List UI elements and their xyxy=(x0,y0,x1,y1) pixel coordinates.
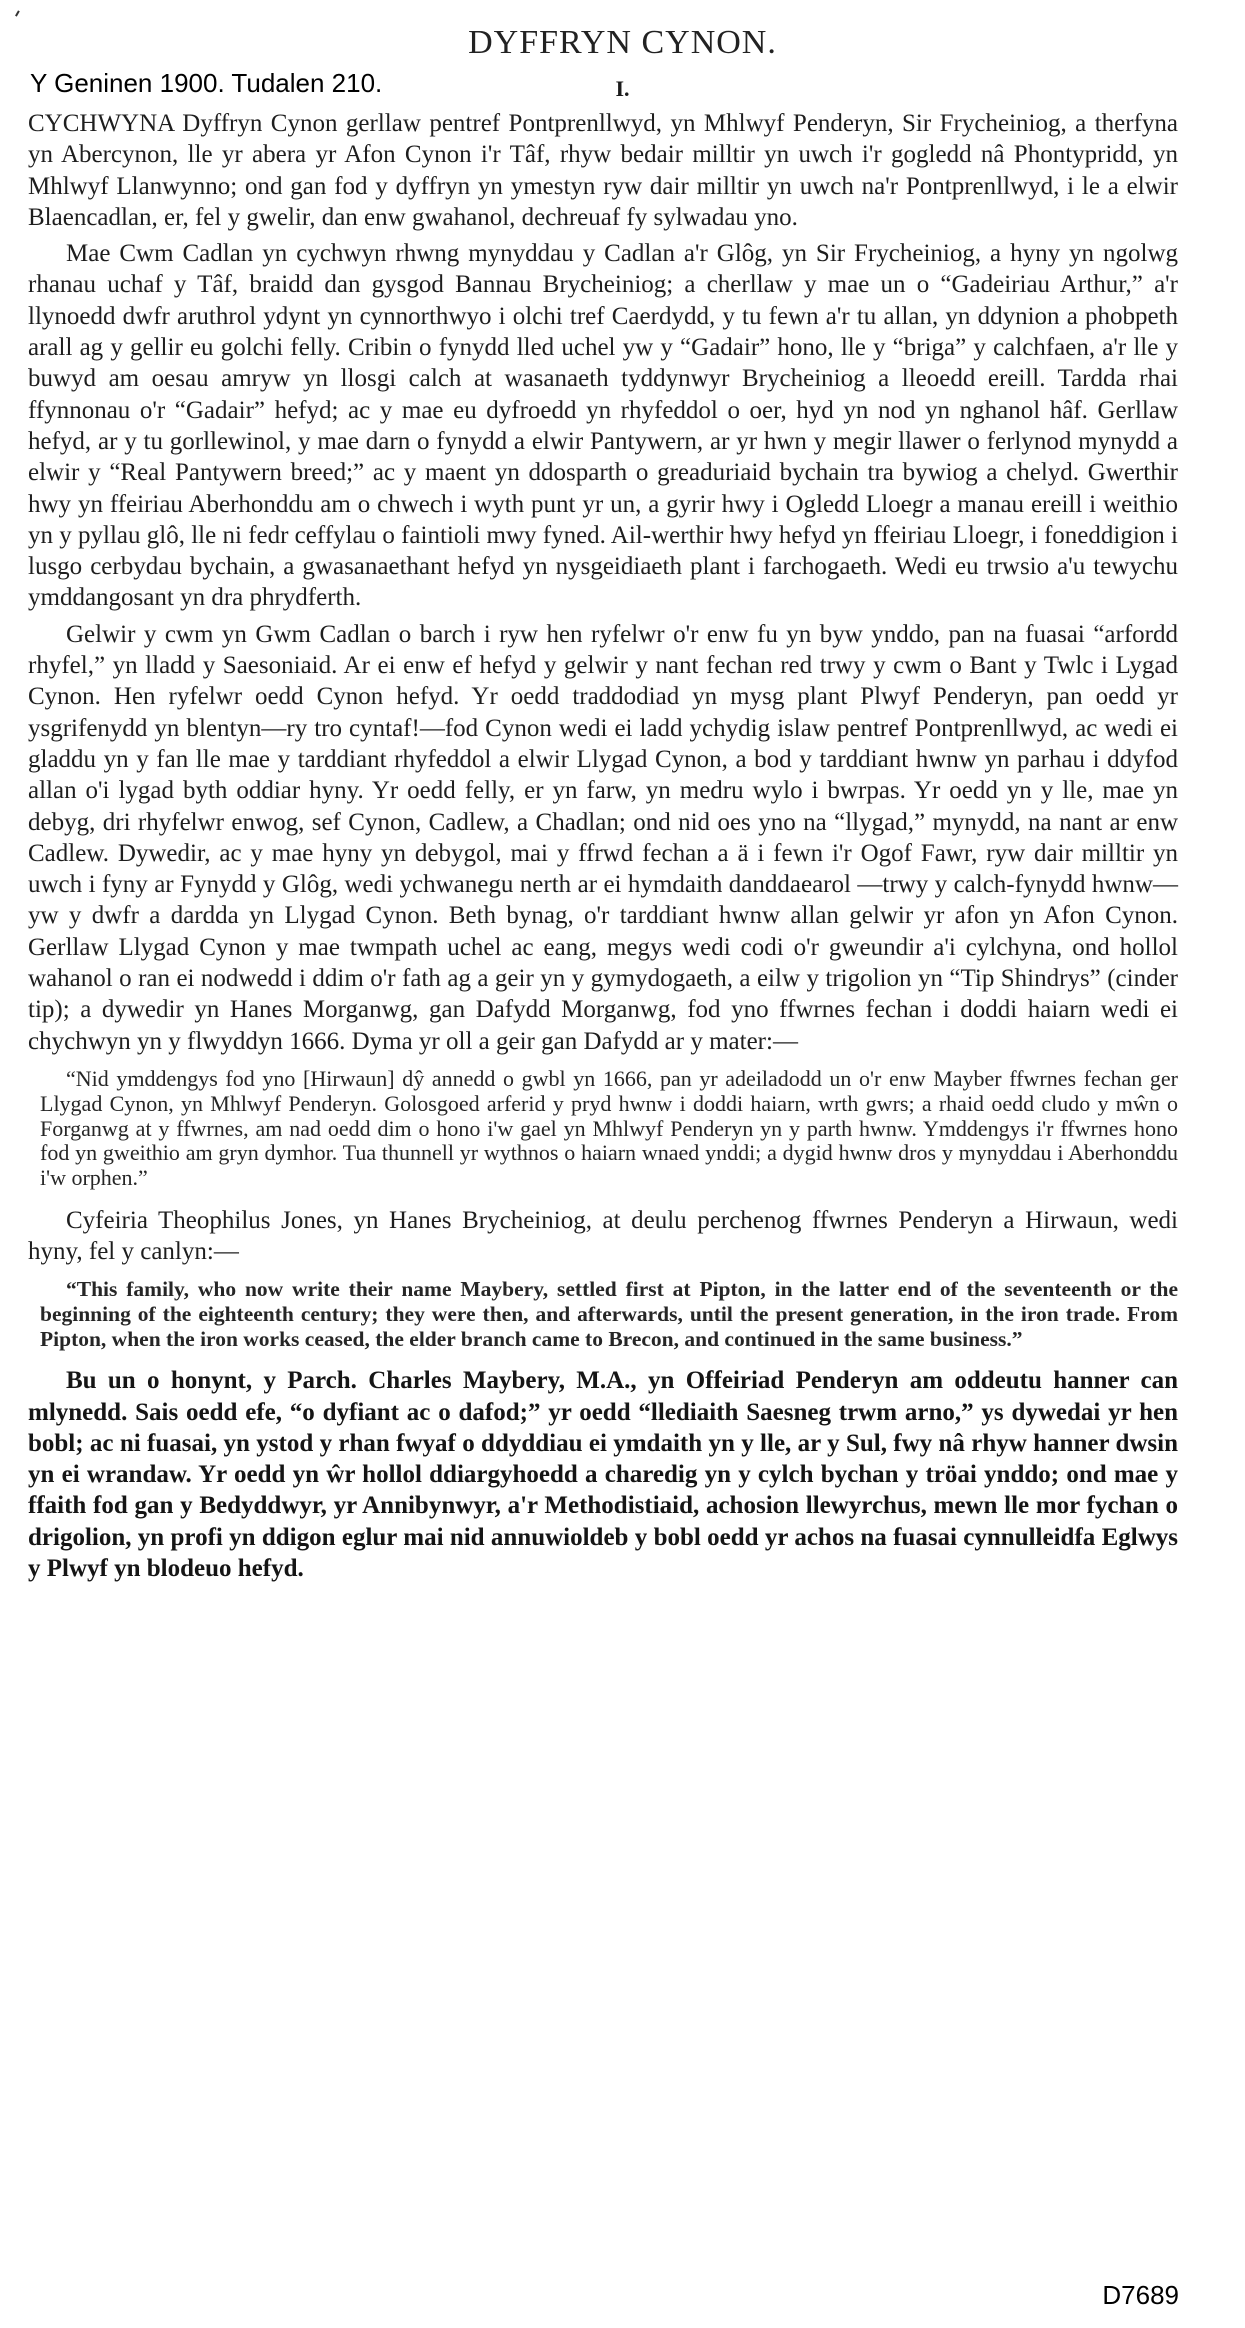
paragraph-1: CYCHWYNA Dyffryn Cynon gerllaw pentref Pontprenllwyd, yn Mhlwyf Penderyn, Sir Frycheiniog, a therfyna yn Abercynon, lle yr abera yr Afon Cynon i'r Tâf, rhyw bedair milltir yn uwch i'r gogledd nâ Phontypridd, yn Mhlwyf Llanwynno; ond gan fod y dyffryn yn ymestyn ryw dair milltir yn uwch na'r Pontprenllwyd, i le a elwir Blaencadlan, er, fel y gwelir, dan enw gwahanol, dechreuaf fy sylwadau yno. xyxy=(28,110,1178,231)
document-id: D7689 xyxy=(1102,2280,1179,2310)
article-title: DYFFRYN CYNON. xyxy=(468,24,777,61)
paragraph-3: Gelwir y cwm yn Gwm Cadlan o barch i ryw hen ryfelwr o'r enw fu yn byw ynddo, pan na fuasai “arfordd rhyfel,” yn lladd y Saesoniaid. Ar ei enw ef hefyd y gelwir y nant fechan red trwy y cwm o Bant y Twlc i Lygad Cynon. Hen ryfelwr oedd Cynon hefyd. Yr oedd traddodiad yn mysg plant Plwyf Penderyn, pan oedd yr ysgrifenydd yn blentyn—ry tro cyntaf!—fod Cynon wedi ei ladd ychydig islaw pentref Pontprenllwyd, ac wedi ei gladdu yn y fan lle mae y tarddiant rhyfeddol a elwir Llygad Cynon, a bod y tarddiant hwnw yn parhau i ddyfod allan o'i lygad byth oddiar hyny. Yr oedd felly, er yn farw, yn medru wylo i bwrpas. Yr oedd yn y lle, mae yn debyg, dri rhyfelwr enwog, sef Cynon, Cadlew, a Chadlan; ond nid oes yno na “llygad,” mynydd, na nant ar enw Cadlew. Dywedir, ac y mae hyny yn debygol, mai y ffrwd fechan a ä i fewn i'r Ogof Fawr, ryw dair milltir yn uwch i fyny ar Fynydd y Glôg, wedi ychwanegu nerth ar ei hymdaith danddaearol —trwy y calch-fynydd hwnw—yw y dwfr a dardda yn Llygad Cynon. Beth bynag, o'r tarddiant hwnw allan gelwir yr afon yn Afon Cynon. Gerllaw Llygad Cynon y mae twmpath uchel ac eang, megys wedi codi o'r gweundir a'i cylchyna, ond hollol wahanol o ran ei nodwedd i ddim o'r fath ag a geir yn y gymydogaeth, a eilw y trigolion yn “Tip Shindrys” (cinder tip); a dywedir yn Hanes Morganwg, gan Dafydd Morganwg, fod yno ffwrnes fechan i doddi haiarn wedi ei chychwyn yn y flwyddyn 1666. Dyma yr oll a geir gan Dafydd ar y mater:— xyxy=(28,620,1178,1055)
section-numeral: I. xyxy=(615,76,630,101)
scan-mark xyxy=(15,10,25,19)
paragraph-2: Mae Cwm Cadlan yn cychwyn rhwng mynyddau y Cadlan a'r Glôg, yn Sir Frycheiniog, a hyny yn ngolwg rhanau uchaf y Tâf, braidd dan gysgod Bannau Brycheiniog; a cherllaw y mae un o “Gadeiriau Arthur,” a'r llynoedd dwfr aruthrol ydynt yn cynnorthwyo i olchi tref Caerdydd, y tu fewn a'r tu allan, yn ddynion a phobpeth arall ag y gellir eu golchi felly. Cribin o fynydd lled uchel yw y “Gadair” hono, lle y “briga” y calchfaen, a'r lle y buwyd am oesau amryw yn llosgi calch at wasanaeth tyddynwyr Brycheiniog a lleoedd ereill. Tardda rhai ffynnonau o'r “Gadair” hefyd; ac y mae eu dyfroedd yn rhyfeddol o oer, hyd yn nod yn nghanol hâf. Gerllaw hefyd, ar y tu gorllewinol, y mae darn o fynydd a elwir Pantywern, ar yr hwn y megir llawer o ferlynod mynydd a elwir y “Real Pantywern breed;” ac y maent yn ddosparth o greaduriaid bychain tra bywiog a chelyd. Gwerthir hwy yn ffeiriau Aberhonddu am o chwech i wyth punt yr un, a gyrir hwy i Ogledd Lloegr a manau ereill i weithio yn y pyllau glô, lle ni fedr ceffylau o faintioli mwy fyned. Ail-werthir hwy hefyd yn ffeiriau Lloegr, i foneddigion i lusgo cerbydau bychain, a gwasanaethant hefyd yn nysgeidiaeth plant i farchogaeth. Wedi eu trwsio a'u tewychu ymddangosant yn dra phrydferth. xyxy=(28,240,1178,612)
quote-maybery: “This family, who now write their name Maybery, settled first at Pipton, in the latter end of the seventeenth or the beginning of the eighteenth century; they were then, and afterwards, until the present generation, in the iron trade. From Pipton, when the iron works ceased, the elder branch came to Brecon, and continued in the same business.” xyxy=(40,1277,1178,1351)
quote-hirwaun: “Nid ymddengys fod yno [Hirwaun] dŷ annedd o gwbl yn 1666, pan yr adeiladodd un o'r enw Mayber ffwrnes fechan ger Llygad Cynon, yn Mhlwyf Penderyn. Golosgoed arferid y pryd hwnw i doddi haiarn, wrth gwrs; a rhaid oedd cludo y mŵn o Forganwg at y ffwrnes, am nad oedd dim o hono i'w gael yn Mhlwyf Penderyn yn y parth hwnw. Ymddengys i'r ffwrnes hono fod yn gweithio am gryn dymhor. Tua thunnell yr wythnos o haiarn wnaed ynddi; a dygid hwnw dros y mynyddau i Aberhonddu i'w orphen.” xyxy=(40,1065,1178,1191)
paragraph-4: Cyfeiria Theophilus Jones, yn Hanes Brycheiniog, at deulu perchenog ffwrnes Penderyn a Hirwaun, wedi hyny, fel y canlyn:— xyxy=(28,1206,1178,1266)
paragraph-5: Bu un o honynt, y Parch. Charles Maybery, M.A., yn Offeiriad Penderyn am oddeutu hanner can mlynedd. Sais oedd efe, “o dyfiant ac o dafod;” yr oedd “llediaith Saesneg trwm arno,” ys dywedai yr hen bobl; ac ni fuasai, yn ystod y rhan fwyaf o ddyddiau ei ymdaith yn y lle, ar y Sul, fwy nâ rhyw hanner dwsin yn ei wrandaw. Yr oedd yn ŵr hollol ddiargyhoedd a charedig yn y cylch bychan y tröai ynddo; ond mae y ffaith fod gan y Bedyddwyr, yr Annibynwyr, a'r Methodistiaid, achosion llewyrchus, mewn lle mor fychan o drigolion, yn profi yn ddigon eglur mai nid annuwioldeb y bobl oedd yr achos na fuasai cynnulleidfa Eglwys y Plwyf yn blodeuo hefyd. xyxy=(28,1367,1178,1583)
article-body xyxy=(28,108,1178,1589)
source-caption: Y Geninen 1900. Tudalen 210. xyxy=(30,68,383,98)
